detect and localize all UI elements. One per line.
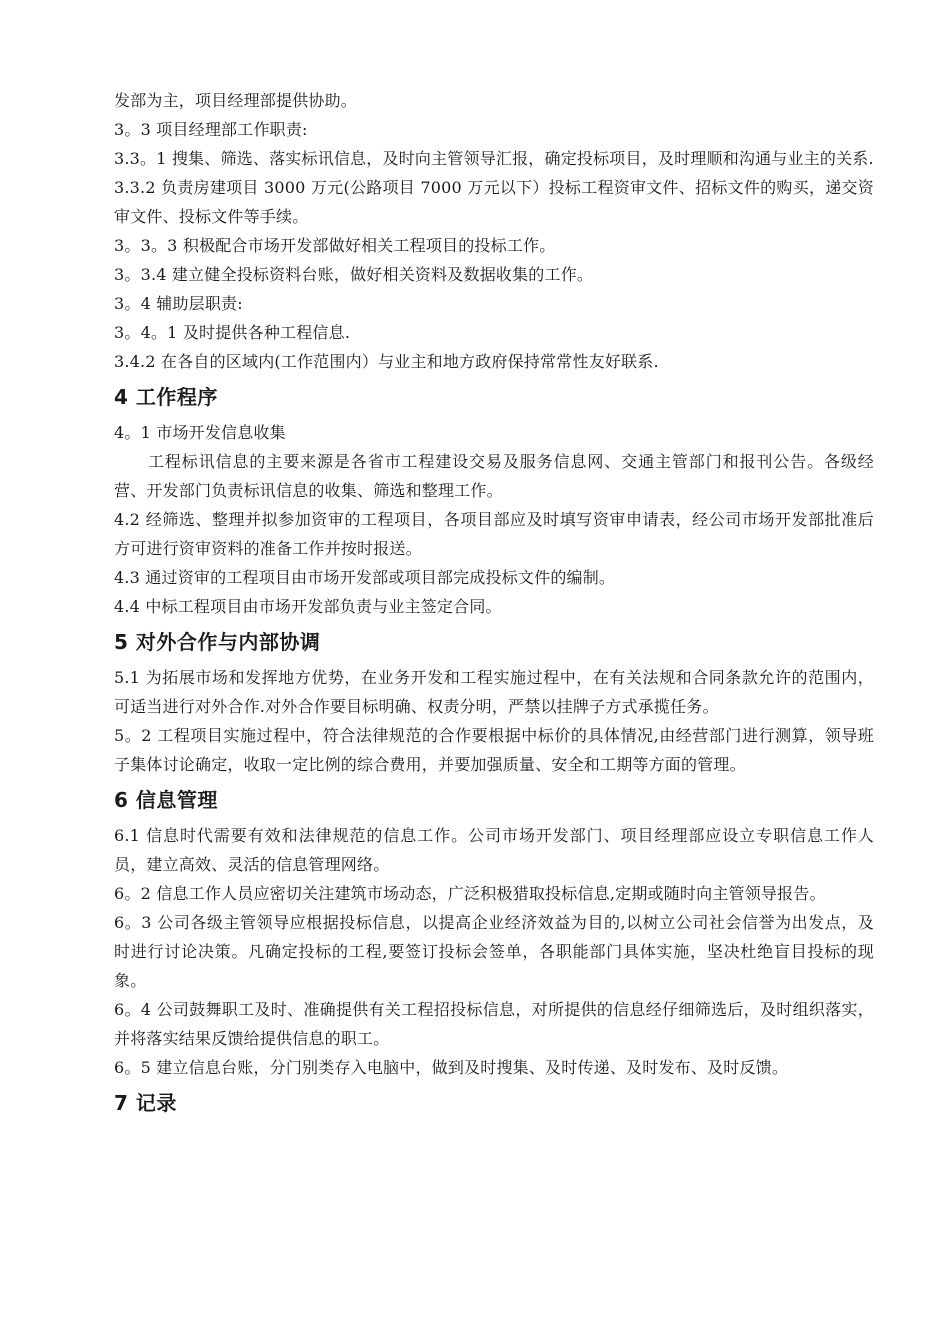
paragraph: 3.3.2 负责房建项目 3000 万元(公路项目 7000 万元以下）投标工程资审文件、招标文件的购买，递交资审文件、投标文件等手续。 — [114, 178, 874, 226]
paragraph: 5.1 为拓展市场和发挥地方优势，在业务开发和工程实施过程中，在有关法规和合同条款允许的范围内，可适当进行对外合作.对外合作要目标明确、权责分明，严禁以挂牌子方式承揽任务。 — [114, 668, 874, 716]
paragraph: 5。2 工程项目实施过程中，符合法律规范的合作要根据中标价的具体情况,由经营部门进行测算，领导班子集体讨论确定，收取一定比例的综合费用，并要加强质量、安全和工期等方面的管理。 — [114, 726, 874, 774]
paragraph: 6.1 信息时代需要有效和法律规范的信息工作。公司市场开发部门、项目经理部应设立专职信息工作人员，建立高效、灵活的信息管理网络。 — [114, 826, 874, 874]
paragraph: 3。3.4 建立健全投标资料台账，做好相关资料及数据收集的工作。 — [114, 265, 594, 284]
paragraph: 3.4.2 在各自的区域内(工作范围内）与业主和地方政府保持常常性友好联系. — [114, 352, 659, 371]
paragraph: 3。4。1 及时提供各种工程信息. — [114, 323, 351, 342]
paragraph: 6。4 公司鼓舞职工及时、准确提供有关工程招投标信息，对所提供的信息经仔细筛选后，及时组织落实，并将落实结果反馈给提供信息的职工。 — [114, 1000, 874, 1048]
paragraph: 4.3 通过资审的工程项目由市场开发部或项目部完成投标文件的编制。 — [114, 568, 616, 587]
section-heading-4: 4 工作程序 — [114, 385, 218, 409]
paragraph: 4.2 经筛选、整理并拟参加资审的工程项目，各项目部应及时填写资审申请表，经公司市场开发部批准后方可进行资审资料的准备工作并按时报送。 — [114, 510, 874, 558]
section-subheading: 4。1 市场开发信息收集 — [114, 423, 286, 442]
paragraph: 6。2 信息工作人员应密切关注建筑市场动态，广泛积极猎取投标信息,定期或随时向主管领导报告。 — [114, 884, 826, 903]
paragraph: 4.4 中标工程项目由市场开发部负责与业主签定合同。 — [114, 597, 502, 616]
paragraph: 发部为主，项目经理部提供协助。 — [114, 91, 358, 110]
section-heading-5: 5 对外合作与内部协调 — [114, 630, 321, 654]
paragraph: 3.3。1 搜集、筛选、落实标讯信息，及时向主管领导汇报，确定投标项目，及时理顺和沟通与业主的关系. — [114, 149, 874, 168]
paragraph: 3。3。3 积极配合市场开发部做好相关工程项目的投标工作。 — [114, 236, 556, 255]
section-heading-7: 7 记录 — [114, 1091, 177, 1115]
paragraph: 工程标讯信息的主要来源是各省市工程建设交易及服务信息网、交通主管部门和报刊公告。各级经营、开发部门负责标讯信息的收集、筛选和整理工作。 — [114, 452, 874, 500]
section-subheading: 3。4 辅助层职责: — [114, 294, 243, 313]
section-subheading: 3。3 项目经理部工作职责: — [114, 120, 308, 139]
paragraph: 6。3 公司各级主管领导应根据投标信息，以提高企业经济效益为目的,以树立公司社会信誉为出发点，及时进行讨论决策。凡确定投标的工程,要签订投标会签单，各职能部门具体实施，坚决杜绝盲目投标的现象。 — [114, 913, 874, 990]
paragraph: 6。5 建立信息台账，分门别类存入电脑中，做到及时搜集、及时传递、及时发布、及时反馈。 — [114, 1058, 789, 1077]
document-page — [114, 86, 874, 1118]
section-heading-6: 6 信息管理 — [114, 788, 218, 812]
